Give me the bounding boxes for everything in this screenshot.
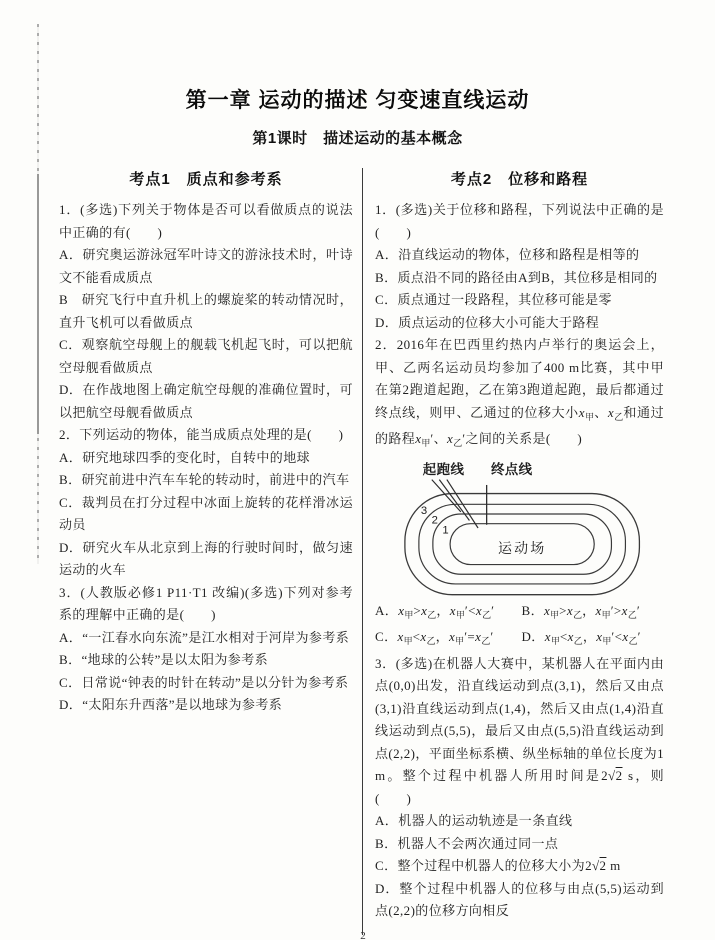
question-2-stem: 2．下列运动的物体，能当成质点处理的是( )	[59, 427, 344, 442]
question-3-stem: 3．(多选)在机器人大赛中，某机器人在平面内由点(0,0)出发，沿直线运动到点(3,1)，然后又由点(3,1)沿直线运动到点(1,4)，然后又由点(1,4)沿直线运动到点(5,5)，最后又由点(5,5)沿直线运动到点(2,2)，平面坐标系横、纵坐标轴的单位长度为1 m。整个过程中机器人所用时间是2√2 s，则( )	[375, 655, 664, 806]
page-number-mark: 2	[360, 931, 366, 940]
question-2-option-a: A．$x_甲>x_乙$，$x_甲'<x_乙'$	[375, 602, 495, 620]
question-3-option-a: A．机器人的运动轨迹是一条直线	[375, 813, 573, 828]
question-1-option-b: B．质点沿不同的路径由A到B，其位移是相同的	[375, 269, 658, 285]
question-3-option-b: B．“地球的公转”是以太阳为参考系	[59, 652, 269, 667]
question-2-option-c: C．$x_甲<x_乙$，$x_甲'=x_乙'$	[375, 629, 494, 646]
question-2-option-a: A．研究地球四季的变化时，自转中的地球	[59, 449, 310, 465]
question-1-option-b: B 研究飞行中直升机上的螺旋桨的转动情况时，直升飞机可以看做质点	[59, 292, 353, 330]
question-3-option-d: D．整个过程中机器人的位移与由点(5,5)运动到点(2,2)的位移方向相反	[375, 880, 664, 918]
column-divider-rule	[362, 168, 363, 935]
start-line-label: 起跑线	[422, 461, 464, 477]
running-track-figure	[375, 457, 664, 599]
field-label: 运动场	[497, 539, 546, 556]
question-3-stem: 3．(人教版必修1 P11·T1 改编)(多选)下列对参考系的理解中正确的是( )	[59, 584, 353, 622]
question-1-option-d: D．在作战地图上确定航空母舰的准确位置时，可以把航空母舰看做质点	[59, 382, 353, 420]
question-2-option-d: D．研究火车从北京到上海的行驶时间时，做匀速运动的火车	[59, 539, 353, 577]
lane-number-3: 3	[420, 504, 428, 517]
left-column	[59, 170, 353, 717]
question-3-option-c: C．日常说“钟表的时针在转动”是以分针为参考系	[59, 674, 349, 690]
section-heading-kaodian2: 考点2 位移和路程	[450, 171, 589, 188]
lane-number-1: 1	[441, 523, 449, 536]
question-2-option-c: C．裁判员在打分过程中冰面上旋转的花样滑冰运动员	[59, 494, 353, 532]
page-subtitle: 第1课时 描述运动的基本概念	[252, 130, 463, 147]
page-title: 第一章 运动的描述 匀变速直线运动	[185, 89, 530, 112]
section-heading-kaodian1: 考点1 质点和参考系	[129, 171, 283, 188]
question-3-option-b: B．机器人不会两次通过同一点	[375, 835, 559, 851]
running-track-diagram	[396, 457, 644, 599]
question-2-option-b: B．研究前进中汽车车轮的转动时，前进中的汽车	[59, 472, 350, 487]
question-1-option-c: C．观察航空母舰上的舰载飞机起飞时，可以把航空母舰看做质点	[59, 337, 353, 375]
question-1-option-d: D．质点运动的位移大小可能大于路程	[375, 314, 600, 330]
question-3-option-a: A．“一江春水向东流”是江水相对于河岸为参考系	[59, 629, 350, 645]
question-1-option-a: A．沿直线运动的物体，位移和路程是相等的	[375, 247, 640, 262]
question-2-stem: 2．2016年在巴西里约热内卢举行的奥运会上，甲、乙两名运动员均参加了400 m比赛，其中甲在第2跑道起跑，乙在第3跑道起跑，最后都通过终点线，则甲、乙通过的位移大小$x_甲$、$x_乙$和通过的路程$x_甲'$、$x_乙'$之间的关系是( )	[375, 337, 664, 448]
question-1-option-c: C．质点通过一段路程，其位移可能是零	[375, 292, 612, 307]
lane-number-2: 2	[431, 514, 438, 527]
right-column	[375, 170, 664, 923]
question-3-option-d: D．“太阳东升西落”是以地球为参考系	[59, 697, 283, 712]
finish-line-label: 终点线	[490, 461, 533, 477]
question-2-options-grid	[375, 600, 664, 653]
question-2-option-d: D．$x_甲<x_乙$，$x_甲'<x_乙'$	[521, 629, 641, 646]
question-1-stem: 1．(多选)关于位移和路程，下列说法中正确的是( )	[375, 202, 664, 240]
question-1-stem: 1．(多选)下列关于物体是否可以看做质点的说法中正确的有( )	[59, 202, 353, 240]
question-3-option-c: C．整个过程中机器人的位移大小为2√2 m	[375, 858, 621, 873]
question-1-option-a: A．研究奥运游泳冠军叶诗文的游泳技术时，叶诗文不能看成质点	[59, 247, 353, 285]
question-2-option-b: B．$x_甲>x_乙$，$x_甲'>x_乙'$	[521, 602, 641, 620]
